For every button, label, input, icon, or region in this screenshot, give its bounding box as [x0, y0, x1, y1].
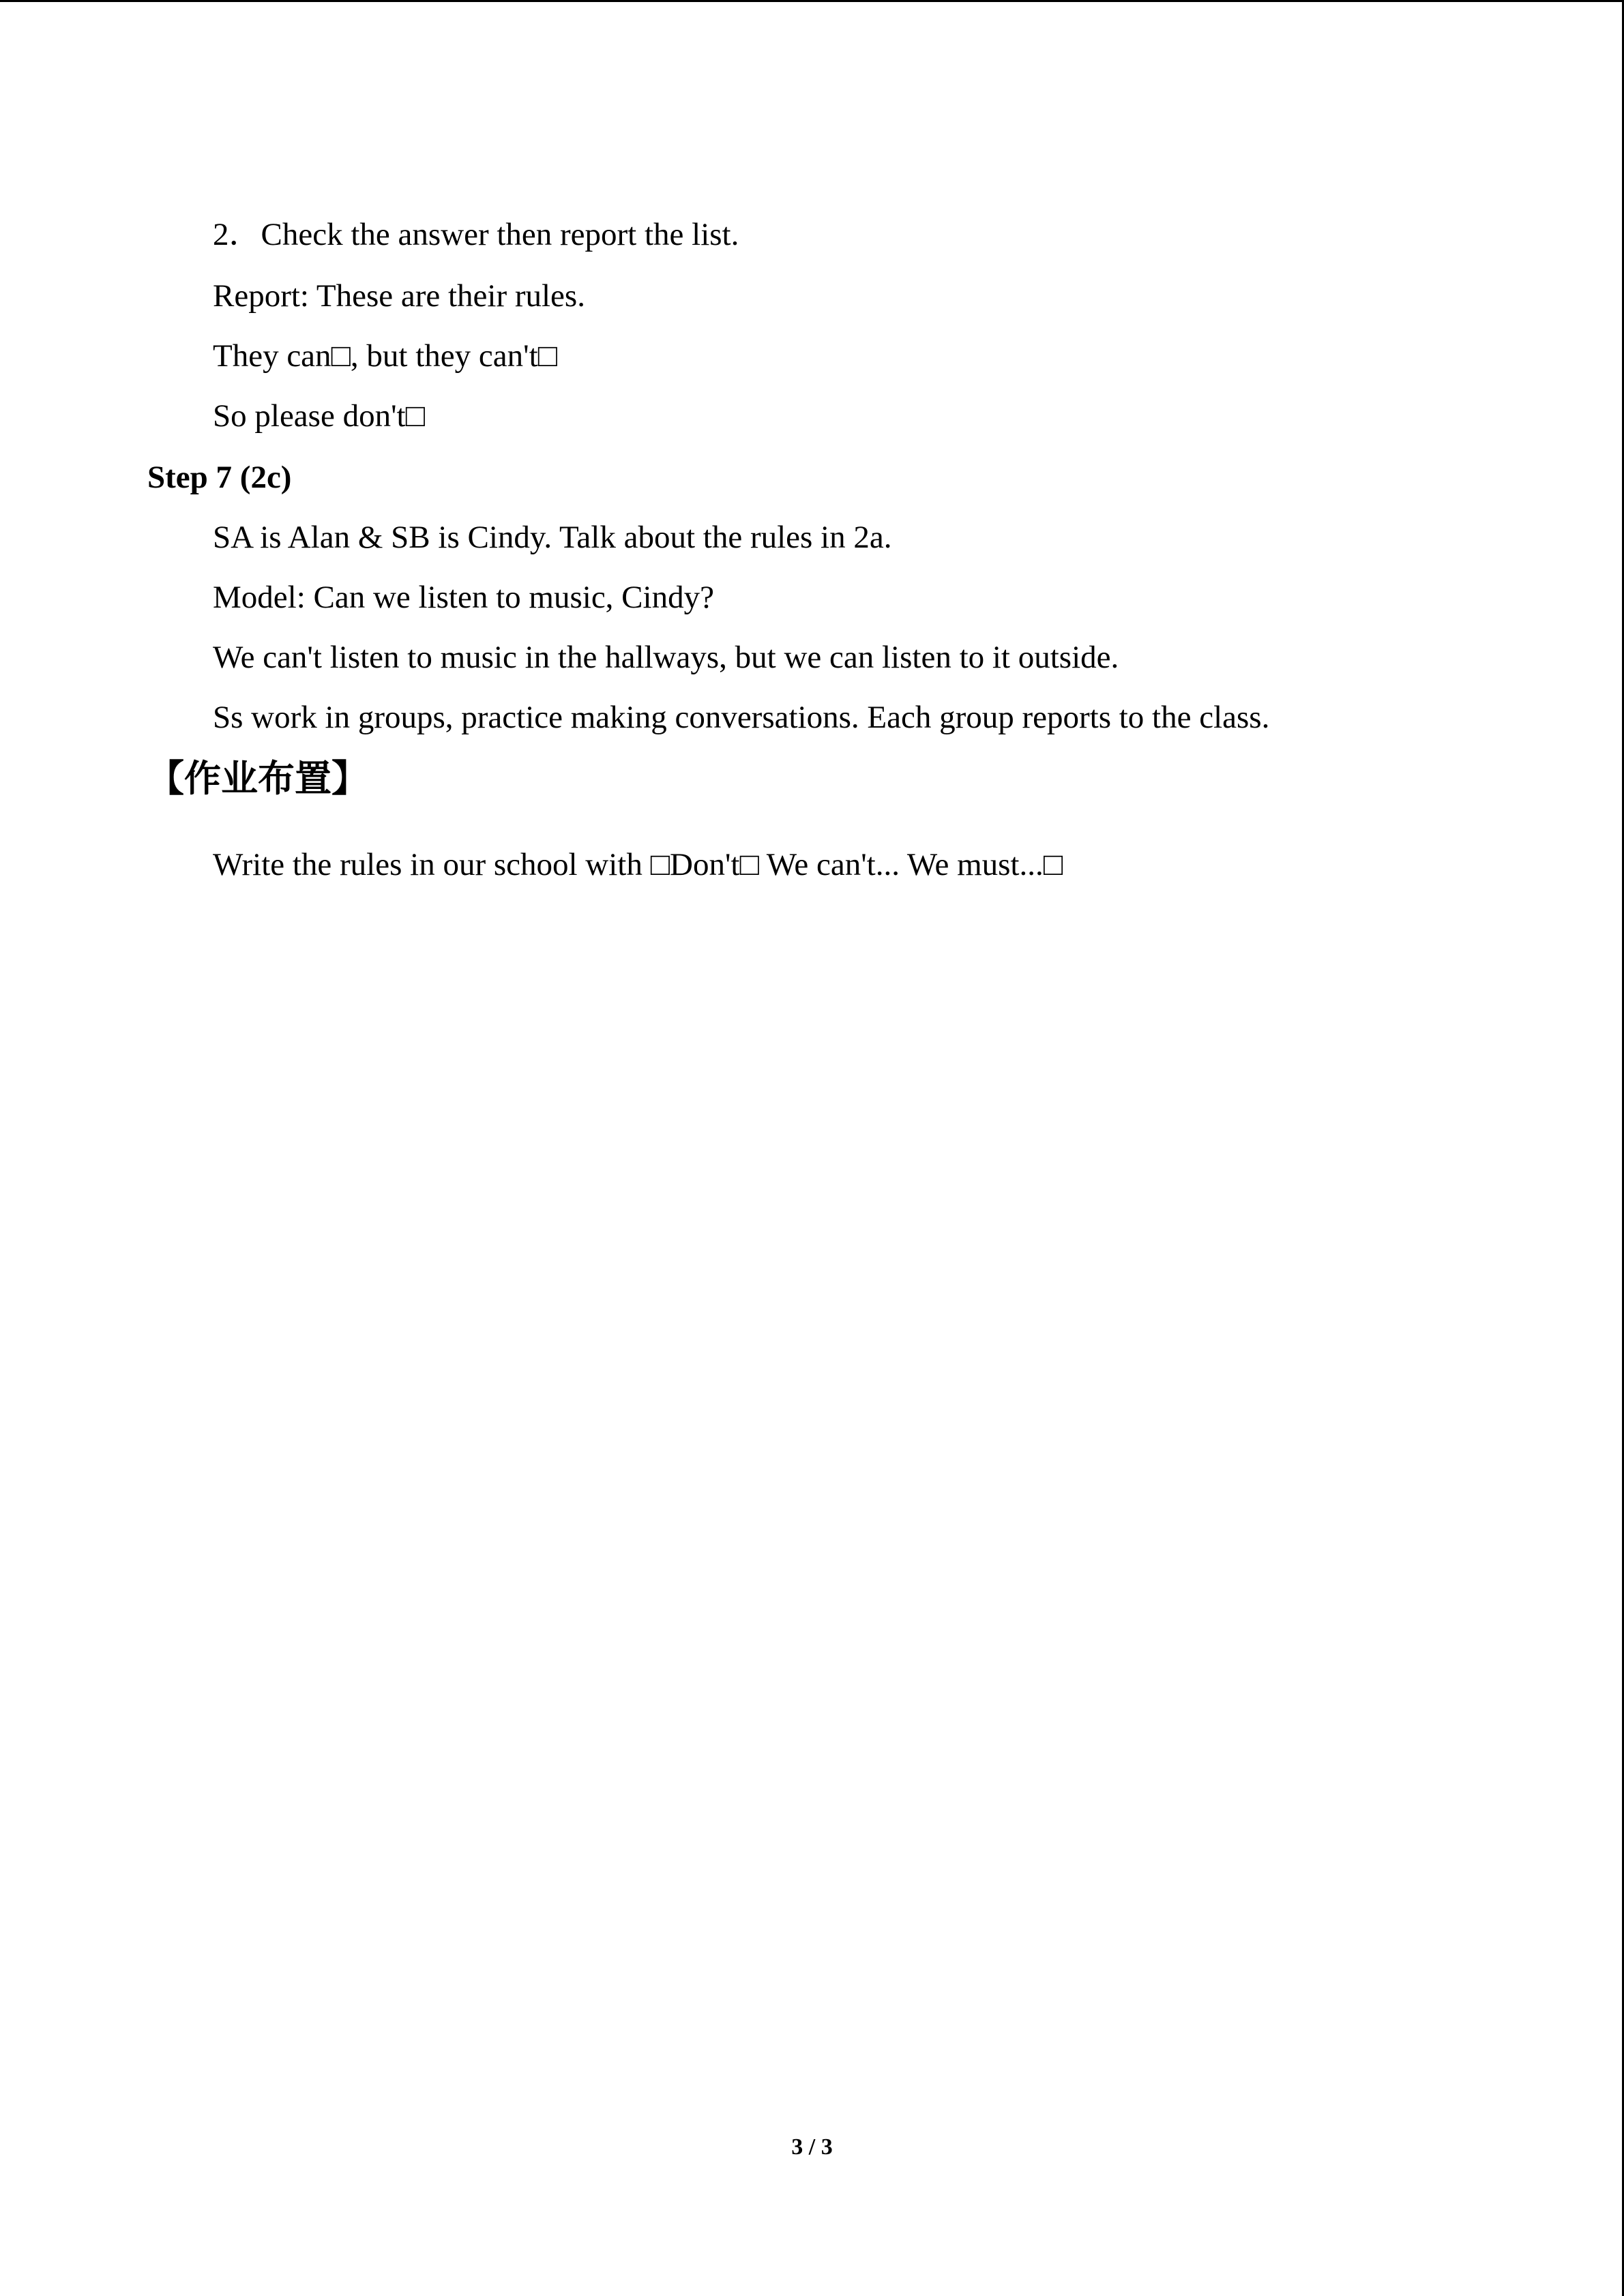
homework-heading: 【作业布置】 — [147, 757, 368, 800]
sa-sb-line: SA is Alan & SB is Cindy. Talk about the rules in 2a. — [213, 520, 892, 555]
check-answer-line: 2．Check the answer then report the list. — [213, 217, 739, 252]
report-line: Report: These are their rules. — [213, 278, 585, 314]
model-line: Model: Can we listen to music, Cindy? — [213, 580, 714, 615]
so-please-line: So please don't□ — [213, 398, 425, 434]
step-7-heading: Step 7 (2c) — [147, 460, 292, 495]
ss-work-line: Ss work in groups, practice making conversations. Each group reports to the class. — [213, 700, 1270, 735]
page-number: 3 / 3 — [791, 2134, 833, 2160]
page-top-border — [0, 0, 1624, 2]
we-cant-line: We can't listen to music in the hallways, but we can listen to it outside. — [213, 640, 1119, 675]
they-can-line: They can□, but they can't□ — [213, 338, 558, 374]
write-rules-line: Write the rules in our school with □Don't□ We can't... We must...□ — [213, 847, 1063, 882]
